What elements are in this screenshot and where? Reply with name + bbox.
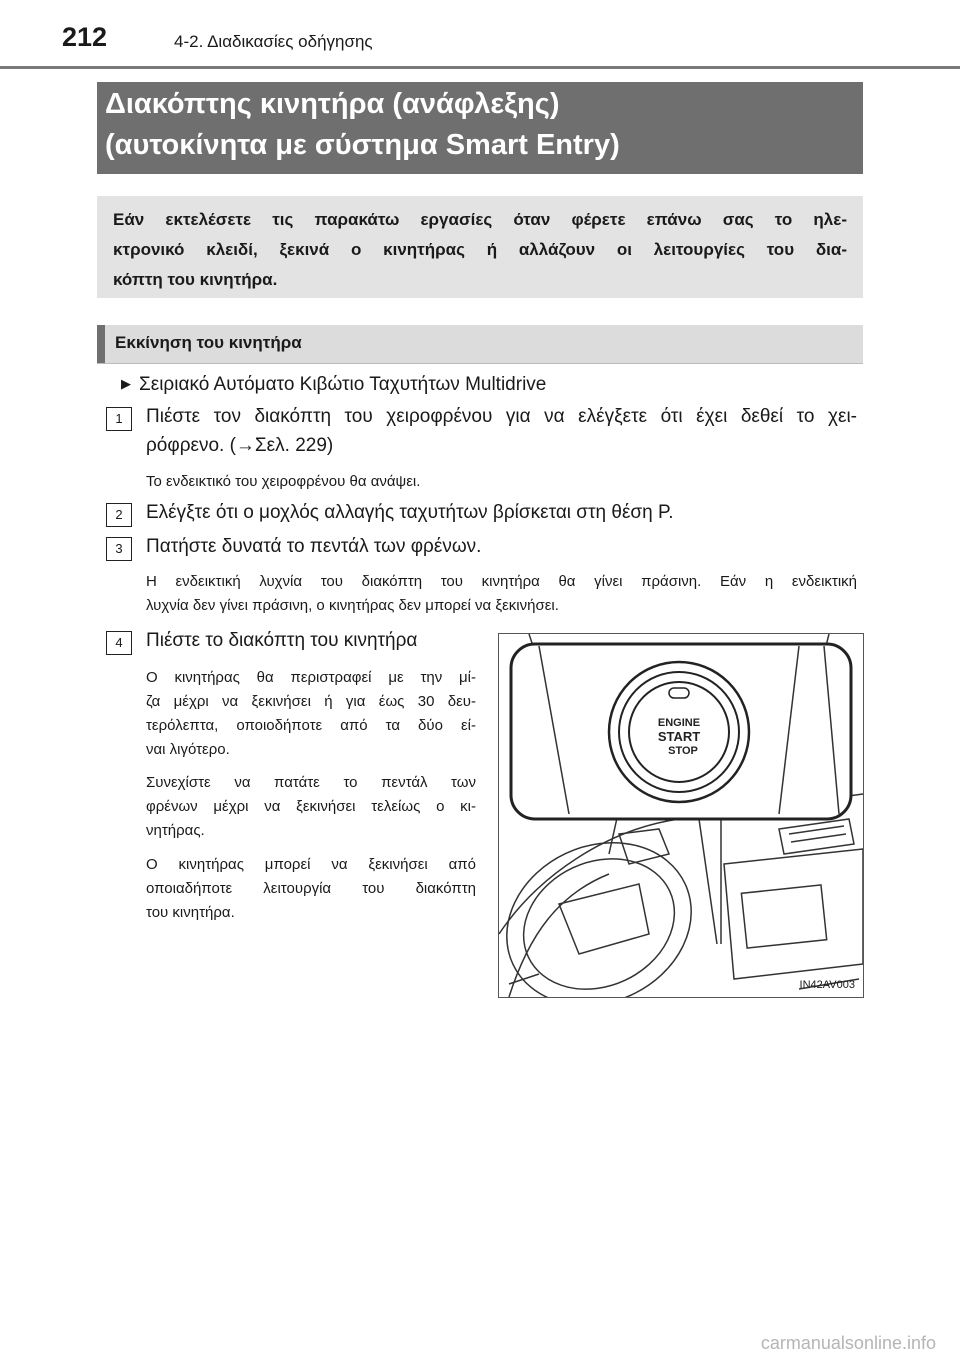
dashboard-drawing [499,634,863,997]
bullet-text: Σειριακό Αυτόματο Κιβώτιο Ταχυτήτων Multidrive [139,374,547,395]
intro-box [97,196,863,298]
page-title-line-2: (αυτοκίνητα με σύστημα Smart Entry) [105,129,620,161]
page-number: 212 [62,22,108,52]
step-4-p1-line-2: ζα μέχρι να ξεκινήσει ή για έως 30 δευ- [146,693,476,710]
section-title: Εκκίνηση του κινητήρα [115,333,302,352]
step-4-p2-line-1: Συνεχίστε να πατάτε το πεντάλ των [146,774,476,791]
step-1-line-2: ρόφρενο. (→Σελ. 229) [146,435,334,456]
indicator-lamp-icon [669,688,689,698]
header-rule [0,66,960,69]
running-head: 4-2. Διαδικασίες οδήγησης [174,32,373,51]
step-number-4: 4 [106,631,132,655]
step-4-line-1: Πιέστε το διακόπτη του κινητήρα [146,630,418,651]
section-heading-bar [97,325,863,364]
step-4-p1-line-4: ναι λιγότερο. [146,741,230,758]
step-number-1: 1 [106,407,132,431]
step-1-line-1: Πιέστε τον διακόπτη του χειροφρένου για να ελέγξετε ότι έχει δεθεί το χει- [146,406,857,427]
step-4-p2-line-3: νητήρας. [146,822,205,839]
step-3-note-line-2: λυχνία δεν γίνει πράσινη, ο κινητήρας δεν μπορεί να ξεκινήσει. [146,597,559,614]
step-number-2: 2 [106,503,132,527]
intro-line-1: Εάν εκτελέσετε τις παρακάτω εργασίες όταν φέρετε επάνω σας το ηλε- [113,210,847,229]
button-text-start: START [657,729,701,744]
intro-line-3: κόπτη του κινητήρα. [113,270,278,289]
page-title-line-1: Διακόπτης κινητήρα (ανάφλεξης) [105,88,560,120]
step-4-p2-line-2: φρένων μέχρι να ξεκινήσει τελείως ο κι- [146,798,476,815]
button-text-engine: ENGINE [657,717,701,729]
step-4-p3-line-2: οποιαδήποτε λειτουργία του διακόπτη [146,880,476,897]
button-text-stop: STOP [668,745,698,757]
intro-line-2: κτρονικό κλειδί, ξεκινά ο κινητήρας ή αλλάζουν οι λειτουργίες του δια- [113,240,847,259]
illustration-code: IN42AV003 [799,979,855,991]
step-2-line-1: Ελέγξτε ότι ο μοχλός αλλαγής ταχυτήτων βρίσκεται στη θέση P. [146,502,674,523]
triangle-bullet-icon: ▶ [121,376,131,391]
watermark: carmanualsonline.info [760,1333,936,1353]
step-3-line-1: Πατήστε δυνατά το πεντάλ των φρένων. [146,536,482,557]
bullet-item [121,374,546,396]
step-4-p3-line-1: Ο κινητήρας μπορεί να ξεκινήσει από [146,856,476,873]
step-4-p1-line-1: Ο κινητήρας θα περιστραφεί με την μί- [146,669,476,686]
step-4-p1-line-3: τερόλεπτα, οποιοδήποτε από τα δύο εί- [146,717,476,734]
section-marker [97,325,105,363]
step-4-p3-line-3: του κινητήρα. [146,904,235,921]
step-number-3: 3 [106,537,132,561]
step-1-note: Το ενδεικτικό του χειροφρένου θα ανάψει. [146,473,421,490]
step-3-note-line-1: Η ενδεικτική λυχνία του διακόπτη του κινητήρα θα γίνει πράσινη. Εάν η ενδεικτική [146,573,857,590]
engine-switch-illustration [498,633,864,998]
title-box [97,82,863,174]
